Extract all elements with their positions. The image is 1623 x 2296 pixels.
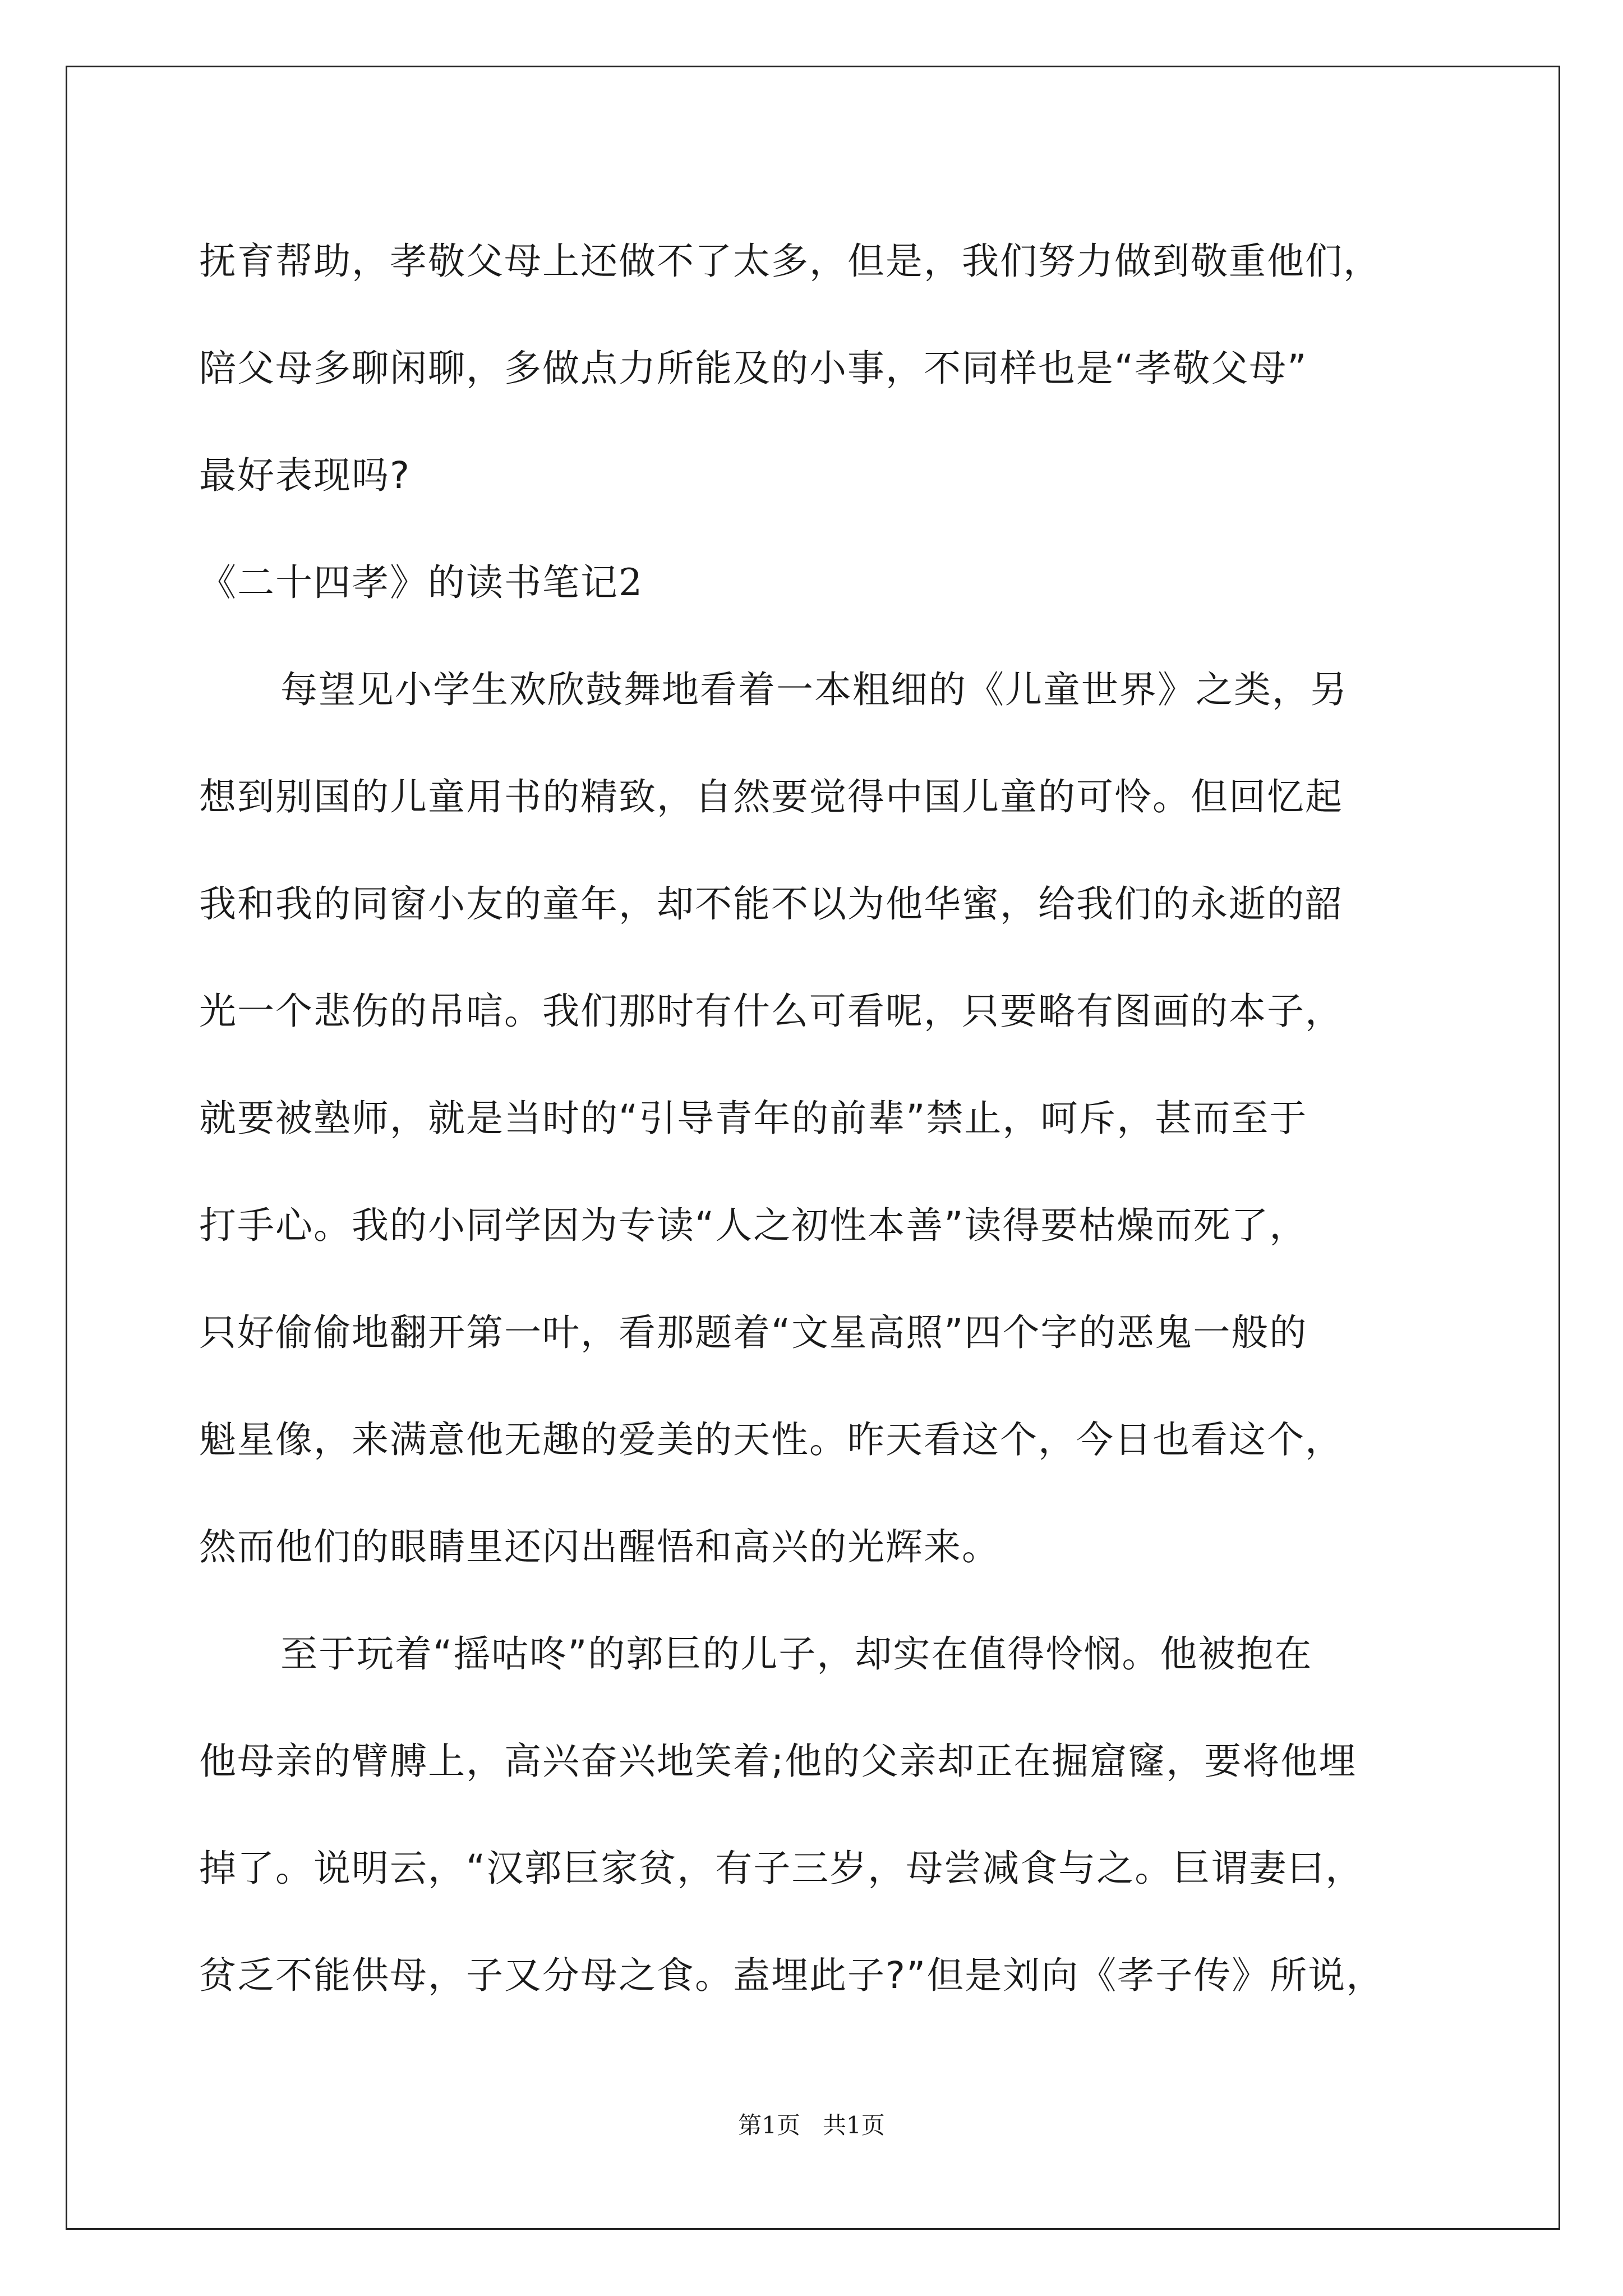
text-line: 陪父母多聊闲聊，多做点力所能及的小事，不同样也是“孝敬父母” bbox=[199, 347, 1308, 390]
text-line: 掉了。说明云，“汉郭巨家贫，有子三岁，母尝减食与之。巨谓妻曰， bbox=[199, 1847, 1364, 1890]
text-line: 就要被塾师，就是当时的“引导青年的前辈”禁止，呵斥，甚而至于 bbox=[199, 1097, 1308, 1140]
text-line: 最好表现吗? bbox=[199, 454, 411, 497]
page-total: 共1页 bbox=[823, 2111, 885, 2139]
text-line: 他母亲的臂膊上，高兴奋兴地笑着;他的父亲却正在掘窟窿，要将他埋 bbox=[199, 1740, 1357, 1783]
text-line: 魁星像，来满意他无趣的爱美的天性。昨天看这个，今日也看这个， bbox=[199, 1418, 1343, 1461]
document-body bbox=[199, 208, 1422, 2029]
page-footer bbox=[0, 2107, 1623, 2141]
text-line: 光一个悲伤的吊唁。我们那时有什么可看呢，只要略有图画的本子， bbox=[199, 990, 1343, 1033]
text-line: 至于玩着“摇咕咚”的郭巨的儿子，却实在值得怜悯。他被抱在 bbox=[280, 1632, 1313, 1676]
text-line: 我和我的同窗小友的童年，却不能不以为他华蜜，给我们的永逝的韶 bbox=[199, 882, 1343, 926]
text-line: 贫乏不能供母，子又分母之食。盍埋此子?”但是刘向《孝子传》所说， bbox=[199, 1954, 1385, 1997]
text-line: 只好偷偷地翻开第一叶，看那题着“文星高照”四个字的恶鬼一般的 bbox=[199, 1311, 1308, 1354]
text-line: 每望见小学生欢欣鼓舞地看着一本粗细的《儿童世界》之类，另 bbox=[280, 668, 1348, 711]
page-number: 第1页 bbox=[738, 2111, 800, 2139]
section-heading: 《二十四孝》的读书笔记2 bbox=[199, 561, 643, 604]
text-line: 打手心。我的小同学因为专读“人之初性本善”读得要枯燥而死了， bbox=[199, 1204, 1308, 1247]
text-line: 抚育帮助，孝敬父母上还做不了太多，但是，我们努力做到敬重他们， bbox=[199, 240, 1381, 283]
text-line: 然而他们的眼睛里还闪出醒悟和高兴的光辉来。 bbox=[199, 1525, 1000, 1568]
text-line: 想到别国的儿童用书的精致，自然要觉得中国儿童的可怜。但回忆起 bbox=[199, 775, 1343, 818]
